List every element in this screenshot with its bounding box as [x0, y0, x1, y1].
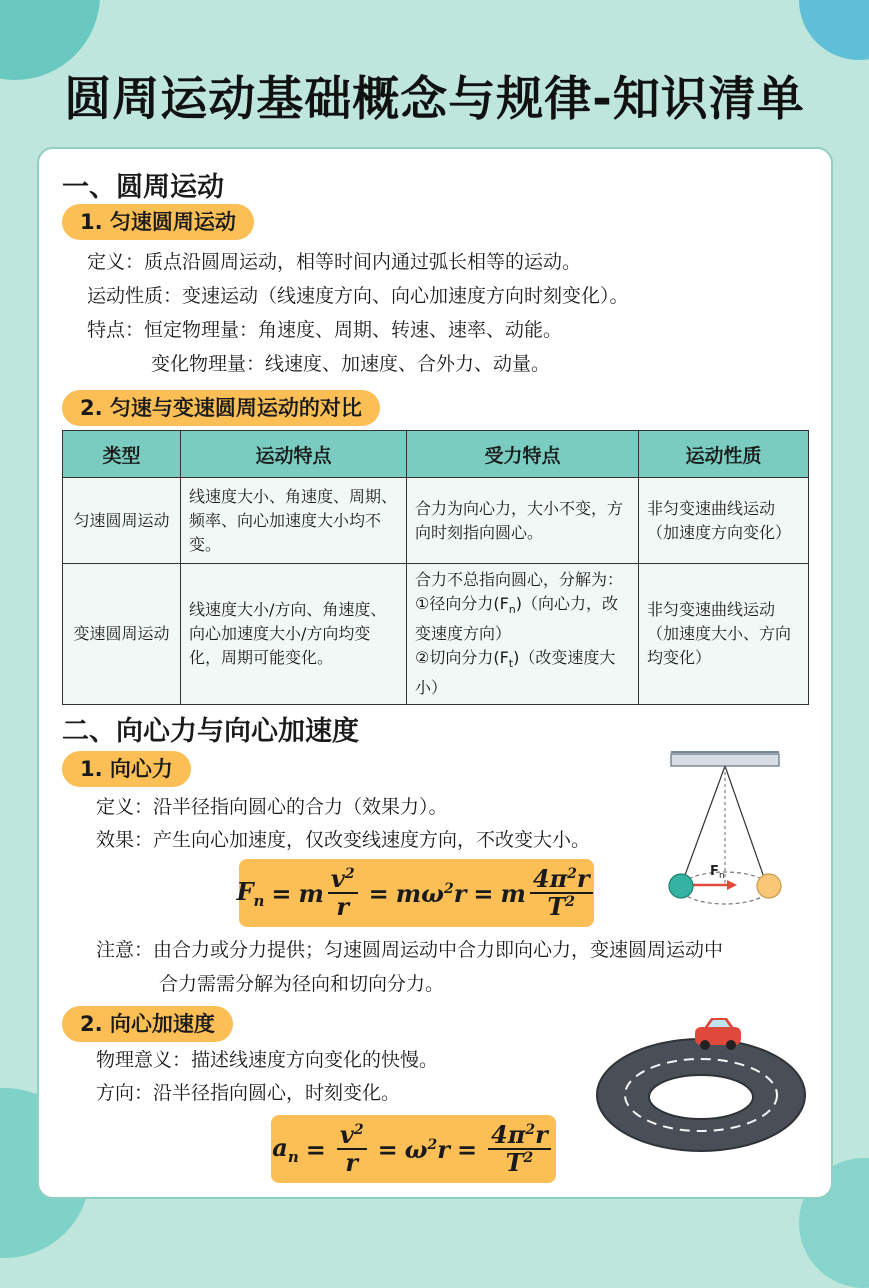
- note-text-1: 由合力或分力提供；匀速圆周运动中合力即向心力，变速圆周运动中: [153, 939, 724, 961]
- features-const: 恒定物理量：角速度、周期、转速、速率、动能。: [144, 319, 563, 341]
- effect-text: 产生向心加速度，仅改变线速度方向，不改变大小。: [153, 829, 591, 851]
- uniform-features: [87, 317, 562, 343]
- table-cell-motion: 线速度大小/方向、角速度、向心加速度大小/方向均变化，周期可能变化。: [181, 564, 407, 705]
- nature-text: 变速运动（线速度方向、向心加速度方向时刻变化）。: [182, 285, 629, 307]
- table-row: [63, 478, 809, 564]
- force-part: ②切向分力(F: [415, 648, 509, 668]
- table-cell-type: 变速圆周运动: [63, 564, 181, 705]
- table-header-row: [63, 431, 809, 478]
- table-row: [63, 564, 809, 705]
- centripetal-note-line2: 合力需需分解为径向和切向分力。: [159, 973, 445, 995]
- table-header: 受力特点: [407, 431, 639, 478]
- table-cell-motion: 线速度大小、角速度、周期、频率、向心加速度大小均不变。: [181, 478, 407, 564]
- meaning-text: 描述线速度方向变化的快慢。: [191, 1049, 439, 1071]
- content-card: [37, 147, 833, 1199]
- comparison-table: [62, 430, 809, 705]
- decor-circle-top-right: [799, 0, 869, 60]
- definition-text: 质点沿圆周运动，相等时间内通过弧长相等的运动。: [144, 251, 582, 273]
- section2-sub1-label: 1. 向心力: [62, 751, 191, 787]
- section1-sub1-label: 1. 匀速圆周运动: [62, 204, 254, 240]
- features-key: 特点：: [87, 319, 145, 341]
- table-header: 类型: [63, 431, 181, 478]
- force-subscript: n: [508, 603, 516, 617]
- section2-heading: 二、向心力与向心加速度: [62, 716, 359, 747]
- table-cell-nature: 非匀变速曲线运动（加速度大小、方向均变化）: [639, 564, 809, 705]
- centripetal-effect: [96, 827, 590, 853]
- diagram-force-label: F: [710, 864, 719, 879]
- nature-key: 运动性质：: [87, 285, 183, 307]
- table-header: 运动特点: [181, 431, 407, 478]
- table-cell-type: 匀速圆周运动: [63, 478, 181, 564]
- definition-key: 定义：: [87, 251, 145, 273]
- section1-heading: 一、圆周运动: [62, 172, 224, 203]
- acceleration-direction: [96, 1080, 400, 1106]
- uniform-definition: [87, 249, 581, 275]
- meaning-key: 物理意义：: [96, 1049, 192, 1071]
- force-part: )（改变速度大小）: [415, 648, 616, 698]
- direction-text: 沿半径指向圆心，时刻变化。: [153, 1082, 401, 1104]
- centripetal-force-formula: $F_n$ = m $\frac{v^2}{r}$ = $m\omega^2r$ = m $\frac{4\pi^2r}{T^2}$: [239, 859, 594, 927]
- table-cell-force: 合力为向心力，大小不变，方向时刻指向圆心。: [407, 478, 639, 564]
- section1-sub2-label: 2. 匀速与变速圆周运动的对比: [62, 390, 380, 426]
- force-part: )（向心力，改变速度方向）: [415, 594, 619, 644]
- centripetal-definition: [96, 794, 448, 820]
- table-cell-force: [407, 564, 639, 705]
- circular-road-illustration: [591, 1007, 811, 1157]
- acceleration-meaning: [96, 1047, 438, 1073]
- uniform-nature: [87, 283, 629, 309]
- table-cell-nature: 非匀变速曲线运动（加速度方向变化）: [639, 478, 809, 564]
- page-title: 圆周运动基础概念与规律-知识清单: [64, 72, 805, 127]
- table-header: 运动性质: [639, 431, 809, 478]
- uniform-features-var: 变化物理量：线速度、加速度、合外力、动量。: [151, 353, 551, 375]
- diagram-force-subscript: n: [719, 871, 725, 881]
- section2-sub2-label: 2. 向心加速度: [62, 1006, 233, 1042]
- force-part: 合力不总指向圆心，分解为：①径向分力(F: [415, 570, 624, 613]
- conical-pendulum-diagram: [619, 744, 829, 914]
- note-key: 注意：: [96, 939, 154, 961]
- direction-key: 方向：: [96, 1082, 154, 1104]
- definition-key: 定义：: [96, 796, 154, 818]
- effect-key: 效果：: [96, 829, 154, 851]
- centripetal-note: [96, 937, 723, 963]
- definition-text: 沿半径指向圆心的合力（效果力）。: [153, 796, 448, 818]
- centripetal-acceleration-formula: $a_n$ = $\frac{v^2}{r}$ = $\omega^2r$ = $\frac{4\pi^2r}{T^2}$: [271, 1115, 556, 1183]
- force-subscript: t: [508, 657, 514, 671]
